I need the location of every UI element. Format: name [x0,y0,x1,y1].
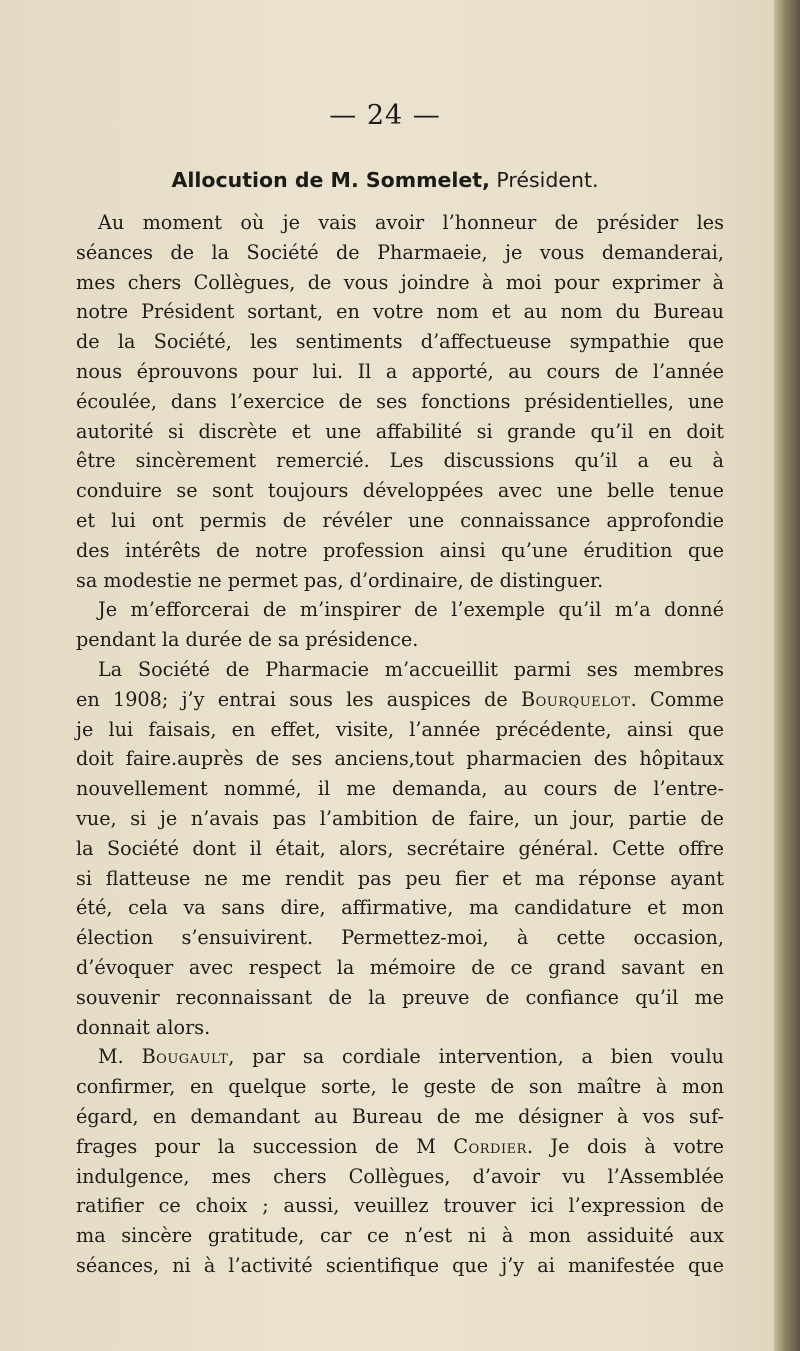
text-line: La Société de Pharmacie m’accueillit parmi ses membres [98,657,724,681]
page-number: — 24 — [329,100,441,131]
text-line: doit faire.auprès de ses anciens,tout pharmacien des hôpitaux [76,747,724,771]
text-line: autorité si discrète et une affabilité si grande qu’il en doit [76,419,724,443]
text-fragment: en 1908; j’y entrai sous les auspices de [76,687,522,711]
text-line: je lui faisais, en effet, visite, l’année précédente, ainsi que [76,717,724,741]
text-line [76,685,724,715]
text-fragment: . Comme [630,687,724,711]
heading-role: Président. [489,168,599,192]
text-fragment: M. [98,1045,142,1069]
text-line: confirmer, en quelque sorte, le geste de son maître à mon [76,1075,724,1099]
text-fragment: . Je dois à votre [526,1134,725,1158]
text-line: ratifier ce choix ; aussi, veuillez trouver ici l’expression de [76,1194,724,1218]
text-line: mes chers Collègues, de vous joindre à moi pour exprimer à [76,270,724,294]
text-line: des intérêts de notre profession ainsi qu’une érudition que [76,538,724,562]
text-line: indulgence, mes chers Collègues, d’avoir vu l’Assemblée [76,1164,724,1188]
body-text [76,208,724,1281]
text-line: souvenir reconnaissant de la preuve de confiance qu’il me [76,985,724,1009]
text-line [76,1042,724,1072]
text-line: conduire se sont toujours développées avec une belle tenue [76,479,724,503]
text-line: la Société dont il était, alors, secrétaire général. Cette offre [76,836,724,860]
text-line: été, cela va sans dire, affirmative, ma candidature et mon [76,896,724,920]
section-heading [0,168,770,192]
text-line: notre Président sortant, en votre nom et au nom du Bureau [76,300,724,324]
text-line: d’évoquer avec respect la mémoire de ce grand savant en [76,955,724,979]
text-line: Je m’efforcerai de m’inspirer de l’exemple qu’il m’a donné [98,598,724,622]
person-name: Bourquelot [521,687,631,711]
text-line: vue, si je n’avais pas l’ambition de faire, un jour, partie de [76,806,724,830]
text-line: être sincèrement remercié. Les discussions qu’il a eu à [76,449,724,473]
text-line: séances, ni à l’activité scientifique que j’y ai manifestée que [76,1253,724,1277]
page-edge [774,0,800,1351]
person-name: Bougault [141,1045,229,1069]
text-line: séances de la Société de Pharmaeie, je vous demanderai, [76,240,724,264]
text-line: écoulée, dans l’exercice de ses fonctions présidentielles, une [76,389,724,413]
text-line: sa modestie ne permet pas, d’ordinaire, de distinguer. [76,568,604,592]
heading-title: Allocution de M. Sommelet, [171,168,490,192]
text-line: si flatteuse ne me rendit pas peu fier et ma réponse ayant [76,866,724,890]
text-line: élection s’ensuivirent. Permettez-moi, à cette occasion, [76,926,724,950]
text-line: donnait alors. [76,1015,211,1039]
text-line: de la Société, les sentiments d’affectueuse sympathie que [76,330,724,354]
text-line: nouvellement nommé, il me demanda, au cours de l’entre- [76,777,724,801]
person-name: Cordier [453,1134,527,1158]
text-line: et lui ont permis de révéler une connaissance approfondie [76,508,724,532]
text-line: nous éprouvons pour lui. Il a apporté, au cours de l’année [76,359,724,383]
text-line: pendant la durée de sa présidence. [76,628,419,652]
text-fragment: , par sa cordiale intervention, a bien voulu [228,1045,724,1069]
text-line: égard, en demandant au Bureau de me désigner à vos suf- [76,1104,724,1128]
text-line: ma sincère gratitude, car ce n’est ni à mon assiduité aux [76,1224,724,1248]
text-line [76,1132,724,1162]
text-line: Au moment où je vais avoir l’honneur de présider les [98,211,724,234]
text-fragment: frages pour la succession de M [76,1134,454,1158]
